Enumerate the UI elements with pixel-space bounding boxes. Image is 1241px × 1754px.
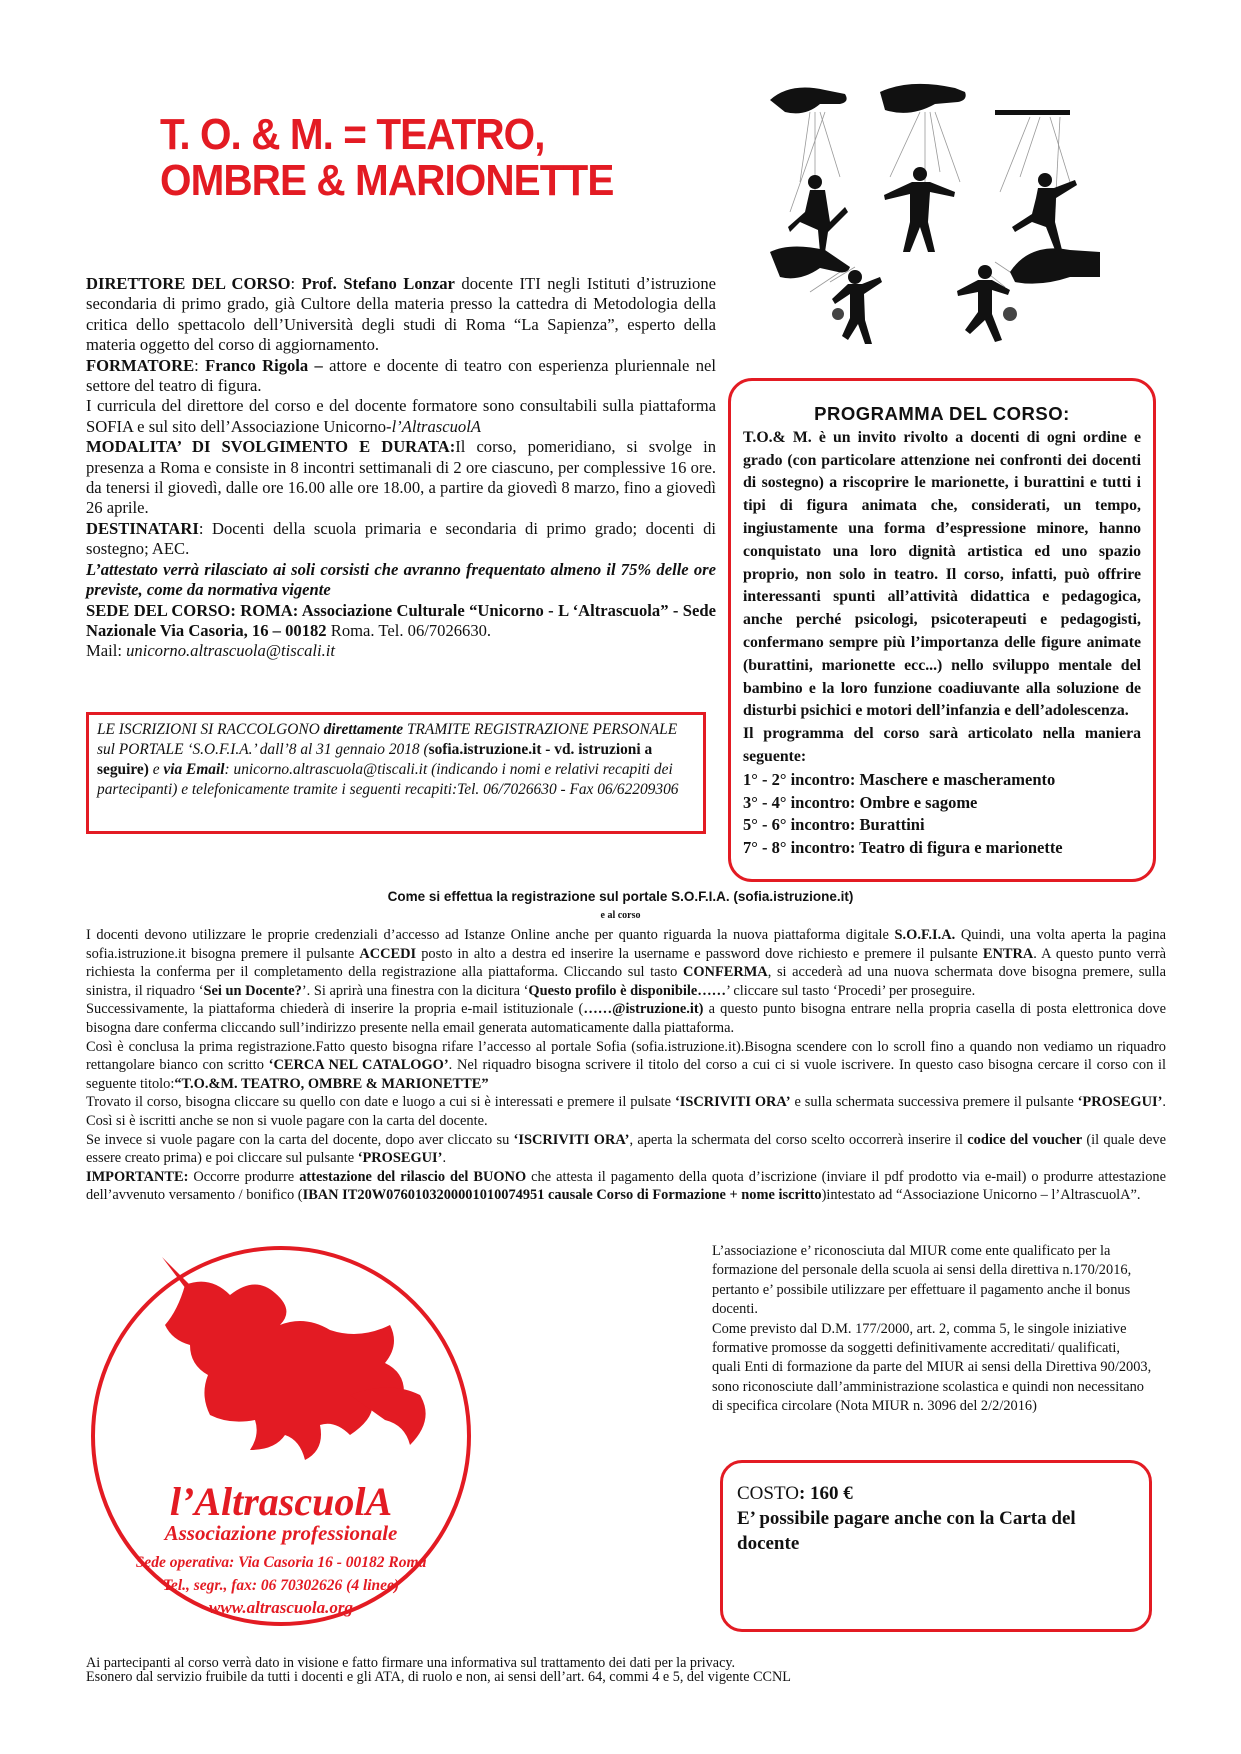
text: Quindi, una volta aperta la pagina sofia.istruzione.it bisogna premere il pulsante bbox=[86, 927, 1166, 962]
text: posto in alto a destra ed inserire la username e password dove richiesto e premere il pulsante bbox=[416, 945, 983, 962]
cost-value: : 160 € bbox=[798, 1483, 853, 1504]
program-intro: Il programma del corso sarà articolato nella maniera seguente: bbox=[743, 725, 1141, 765]
mode-label: MODALITA’ DI SVOLGIMENTO E DURATA: bbox=[86, 437, 456, 457]
target-paragraph: DESTINATARI: Docenti della scuola primaria e secondaria di primo grado; docenti di sostegno; AEC. bbox=[86, 518, 716, 559]
howto-p4 bbox=[86, 1093, 1166, 1130]
text: ‘PROSEGUI’ bbox=[1077, 1094, 1163, 1111]
mode-text: Il corso, pomeridiano, si svolge in presenza a Roma e consiste in 8 incontri settimanali di 2 ore ciascuno, per complessive 16 ore. da tenersi il giovedì, dalle ore 16.00 alle ore 18.00, a partire da giovedì 8 marzo, fino a giovedì 26 aprile. bbox=[86, 437, 716, 518]
text: IMPORTANTE: bbox=[86, 1168, 189, 1185]
session-item: 5° - 6° incontro: Burattini bbox=[743, 815, 925, 835]
logo-address: Sede operativa: Via Casoria 16 - 00182 Roma bbox=[135, 1554, 427, 1571]
reg-portal-link[interactable]: sofia.istruzione.it - vd. istruzioni a seguire) bbox=[97, 741, 653, 778]
reg-text-3: TRAMITE REGISTRAZIONE PERSONALE sul PORTALE ‘S.O.F.I.A.’ dall’8 al 31 gennaio 2018 ( bbox=[97, 721, 678, 758]
text: ‘CERCA NEL CATALOGO’ bbox=[268, 1057, 449, 1074]
miur-p1: L’associazione e’ riconosciuta dal MIUR come ente qualificato per la formazione del personale della scuola ai sensi della direttiva n.170/2016, pertanto e’ possibile utilizzare per effettuare il pagamento anche il bonus docenti. bbox=[712, 1243, 1132, 1318]
venue-paragraph bbox=[86, 601, 716, 642]
text: . bbox=[442, 1150, 447, 1167]
text: “T.O.&M. TEATRO, OMBRE & MARIONETTE” bbox=[174, 1075, 489, 1092]
venue-bold: : Associazione Culturale “Unicorno - L ‘Altrascuola” - Sede Nazionale Via Casoria, 16 – 00182 bbox=[86, 600, 716, 640]
text: S.O.F.I.A. bbox=[894, 927, 956, 943]
target-text: Docenti della scuola primaria e secondaria di primo grado; docenti di sostegno; AEC. bbox=[86, 518, 716, 559]
curricula-paragraph bbox=[86, 396, 716, 437]
miur-p2: Come previsto dal D.M. 177/2000, art. 2, comma 5, le singole iniziative formative promosse da soggetti definitivamente accreditati/ qualificati, quali Enti di formazione da parte del MIUR ai sensi della Direttiva 90/2003, sono riconosciute dall’amministrazione scolastica e quindi non necessitano di specifica circolare (Nota MIUR n. 3096 del 2/2/2016) bbox=[712, 1320, 1152, 1415]
text: attestazione del rilascio del BUONO bbox=[299, 1168, 527, 1185]
howto-p1 bbox=[86, 926, 1166, 1000]
logo-subtitle: Associazione professionale bbox=[164, 1521, 398, 1545]
reg-text-7: : unicorno.altrascuola@tiscali.it (indicando i nomi e relativi recapiti dei partecipanti) e telefonicamente tramite i seguenti recapiti:Tel. 06/7026630 - Fax 06/62209306 bbox=[97, 761, 679, 798]
footer bbox=[86, 1656, 1086, 1684]
mode-paragraph bbox=[86, 437, 716, 519]
text: Trovato il corso, bisogna cliccare su quello con date e luogo a cui si è interessati e premere il pulsate bbox=[86, 1094, 675, 1111]
footer-privacy: Ai partecipanti al corso verrà dato in visione e fatto firmare una informativa sul trattamento dei dati per la privacy. bbox=[86, 1655, 736, 1671]
title-line-1: T. O. & M. = TEATRO, bbox=[160, 110, 545, 159]
session-item: 1° - 2° incontro: Maschere e mascheramento bbox=[743, 769, 1056, 789]
logo-name: l’AltrascuolA bbox=[169, 1479, 393, 1524]
program-description: T.O.& M. è un invito rivolto a docenti di ogni ordine e grado (con particolare attenzione nei confronti dei docenti di sostegno) a riscoprire le marionette, i burattini e tutti i tipi di figura animata che, considerati, un tempo, ingiustamente una forma d’espressione minore, hanno conquistato una loro dignità artistica ed uno spazio proprio, non solo in teatro. Il corso, infatti, può offrire interessanti spunti all’attività didattica e pedagogica, anche perché psicologi, psicoterapeuti e pedagogisti, confermano sempre più l’importanza delle figure animate (burattini, marionette ecc...) nello sviluppo mentale del bambino e la loro funzione coadiuvante alla soluzione de disturbi psichici e motori dell’infanzia e dell’adolescenza. bbox=[743, 428, 1141, 720]
miur-recognition bbox=[712, 1242, 1152, 1417]
text: ENTRA bbox=[982, 945, 1034, 962]
text: Sei un Docente? bbox=[203, 982, 302, 999]
text: (il quale deve essere creato prima) e poi cliccare sul pulsante bbox=[86, 1131, 1166, 1167]
text: ‘ISCRIVITI ORA’ bbox=[674, 1094, 791, 1111]
cost-line bbox=[737, 1481, 1135, 1506]
footer-exemption: Esonero dal servizio fruibile da tutti i docenti e gli ATA, di ruolo e non, ai sensi dell’art. 64, commi 4 e 5, del vigente CCNL bbox=[86, 1669, 791, 1685]
trainer-label: FORMATORE bbox=[86, 355, 195, 375]
target-label: DESTINATARI bbox=[86, 518, 199, 538]
program-title: PROGRAMMA DEL CORSO: bbox=[814, 403, 1070, 424]
howto-subtitle: e al corso bbox=[600, 910, 641, 921]
text: ‘PROSEGUI’ bbox=[357, 1150, 443, 1167]
mail-label: Mail: bbox=[86, 641, 127, 661]
text: Occorre produrre bbox=[188, 1168, 300, 1185]
certificate-note: L’attestato verrà rilasciato ai soli corsisti che avranno frequentato almeno il 75% delle ore previste, come da normativa vigente bbox=[86, 559, 716, 600]
program-box bbox=[728, 378, 1156, 882]
reg-text-2: direttamente bbox=[323, 721, 404, 738]
text: a questo punto bisogna entrare nella propria casella di posta elettronica dove bisogna dare conferma cliccando sull’indirizzo presente nella email generata automaticamente dalla piattaforma. bbox=[86, 1001, 1166, 1036]
text: Così è conclusa la prima registrazione.Fatto questo bisogna rifare l’accesso al portale Sofia (sofia.istruzione.it).Bisogna scendere con lo scroll fino a quando non vediamo un riquadro rettangolare bianco con scritto bbox=[86, 1038, 1166, 1074]
text: I docenti devono utilizzare le proprie credenziali d’accesso ad Istanze Online anche per quanto riguarda la nuova piattaforma digitale bbox=[86, 927, 895, 943]
text: , aperta la schermata del corso scelto occorrerà inserire il bbox=[629, 1131, 968, 1148]
howto-p6 bbox=[86, 1168, 1166, 1205]
marionette-hands-illustration bbox=[770, 82, 1100, 367]
director-label: DIRETTORE DEL CORSO bbox=[86, 274, 291, 293]
text: che attesta il pagamento della quota d’iscrizione (inviare il pdf prodotto via e-mail) o produrre attestazione dell’avvenuto versamento / bonifico ( bbox=[86, 1168, 1166, 1204]
session-item: 3° - 4° incontro: Ombre e sagome bbox=[743, 792, 978, 812]
director-name: Prof. Stefano Lonzar bbox=[301, 274, 455, 293]
program-sessions bbox=[743, 769, 1141, 860]
text: Successivamente, la piattaforma chiederà di inserire la propria e-mail istituzionale ( bbox=[86, 1001, 584, 1018]
howto-title: Come si effettua la registrazione sul portale S.O.F.I.A. (sofia.istruzione.it) bbox=[387, 889, 854, 904]
howto-p2 bbox=[86, 1000, 1166, 1037]
text: Questo profilo è disponibile…… bbox=[528, 982, 727, 999]
curricula-text: I curricula del direttore del corso e del docente formatore sono consultabili sulla piattaforma SOFIA e sul sito dell’Associazione Unicorno- bbox=[86, 396, 716, 436]
text: e sulla schermata successiva premere il pulsante bbox=[790, 1094, 1078, 1111]
text: ‘ISCRIVITI ORA’ bbox=[513, 1131, 630, 1148]
text: IBAN IT20W0760103200001010074951 causale Corso di Formazione + nome iscritto bbox=[302, 1187, 822, 1204]
text: ’ cliccare sul tasto ‘Procedi’ per proseguire. bbox=[726, 982, 976, 999]
text: Se invece si vuole pagare con la carta del docente, dopo aver cliccato su bbox=[86, 1131, 514, 1148]
text: . A questo punto verrà richiesta la conferma per il completamento della registrazione alla piattaforma. Cliccando sul tasto bbox=[86, 945, 1167, 981]
trainer-paragraph: FORMATORE: Franco Rigola – attore e docente di teatro con esperienza pluriennale nel settore del teatro di figura. bbox=[86, 355, 716, 396]
cost-note: E’ possibile pagare anche con la Carta del docente bbox=[737, 1508, 1076, 1554]
venue-label: SEDE DEL CORSO: ROMA bbox=[86, 600, 293, 620]
curricula-italic: l’AltrascuolA bbox=[391, 416, 481, 436]
title-line-2: OMBRE & MARIONETTE bbox=[160, 156, 614, 205]
howto-p5 bbox=[86, 1131, 1166, 1168]
trainer-name: Franco Rigola – bbox=[205, 355, 323, 375]
text: CONFERMA bbox=[682, 964, 768, 981]
cost-label: COSTO bbox=[737, 1483, 799, 1504]
registration-box bbox=[86, 712, 706, 834]
text: . Così si è iscritti anche se non si vuole pagare con la carta del docente. bbox=[86, 1094, 1166, 1129]
text: ACCEDI bbox=[359, 945, 417, 962]
mail-link[interactable]: unicorno.altrascuola@tiscali.it bbox=[126, 641, 335, 661]
reg-text-5: e bbox=[148, 761, 164, 778]
text: )intestato ad “Associazione Unicorno – l’AltrascuolA”. bbox=[821, 1187, 1141, 1204]
reg-text-1: LE ISCRIZIONI SI RACCOLGONO bbox=[97, 721, 324, 738]
page-title bbox=[160, 112, 638, 204]
course-info bbox=[86, 274, 716, 662]
logo-phone: Tel., segr., fax: 06 70302626 (4 linee) bbox=[162, 1577, 400, 1594]
howto-instructions bbox=[86, 926, 1166, 1205]
logo-website[interactable]: www.altrascuola.org bbox=[209, 1598, 353, 1617]
howto-p3 bbox=[86, 1038, 1166, 1094]
text: ’. Si aprirà una finestra con la dicitura ‘ bbox=[301, 982, 529, 999]
mail-paragraph bbox=[86, 641, 716, 661]
director-paragraph: DIRETTORE DEL CORSO: Prof. Stefano Lonzar docente ITI negli Istituti d’istruzione secondaria di primo grado, già Cultore della materia presso la cattedra di Metodologia della critica dello spettacolo dell’Università degli studi di Roma “La Sapienza”, esperto della materia oggetto del corso di aggiornamento. bbox=[86, 274, 716, 355]
text: codice del voucher bbox=[967, 1131, 1083, 1148]
cost-box bbox=[720, 1460, 1152, 1632]
text: , si accederà ad una nuova schermata dove bisogna premere, sulla sinistra, il riquadro ‘ bbox=[86, 964, 1166, 999]
altrascuola-logo-seal bbox=[90, 1245, 472, 1627]
venue-text: Roma. Tel. 06/7026630. bbox=[326, 620, 492, 640]
session-item: 7° - 8° incontro: Teatro di figura e marionette bbox=[743, 838, 1063, 858]
trainer-text: attore e docente di teatro con esperienza pluriennale nel settore del teatro di figura. bbox=[86, 355, 716, 396]
text: ……@istruzione.it) bbox=[583, 1001, 704, 1018]
text: . Nel riquadro bisogna scrivere il titolo del corso a cui ci si vuole iscrivere. In questo caso bisogna cercare il corso con il seguente titolo: bbox=[86, 1057, 1167, 1092]
reg-text-6: via Email bbox=[163, 761, 225, 778]
director-text: docente ITI negli Istituti d’istruzione secondaria di primo grado, già Cultore della materia presso la cattedra di Metodologia della critica dello spettacolo dell’Università degli studi di Roma “La Sapienza”, esperto della materia oggetto del corso di aggiornamento. bbox=[86, 274, 716, 355]
